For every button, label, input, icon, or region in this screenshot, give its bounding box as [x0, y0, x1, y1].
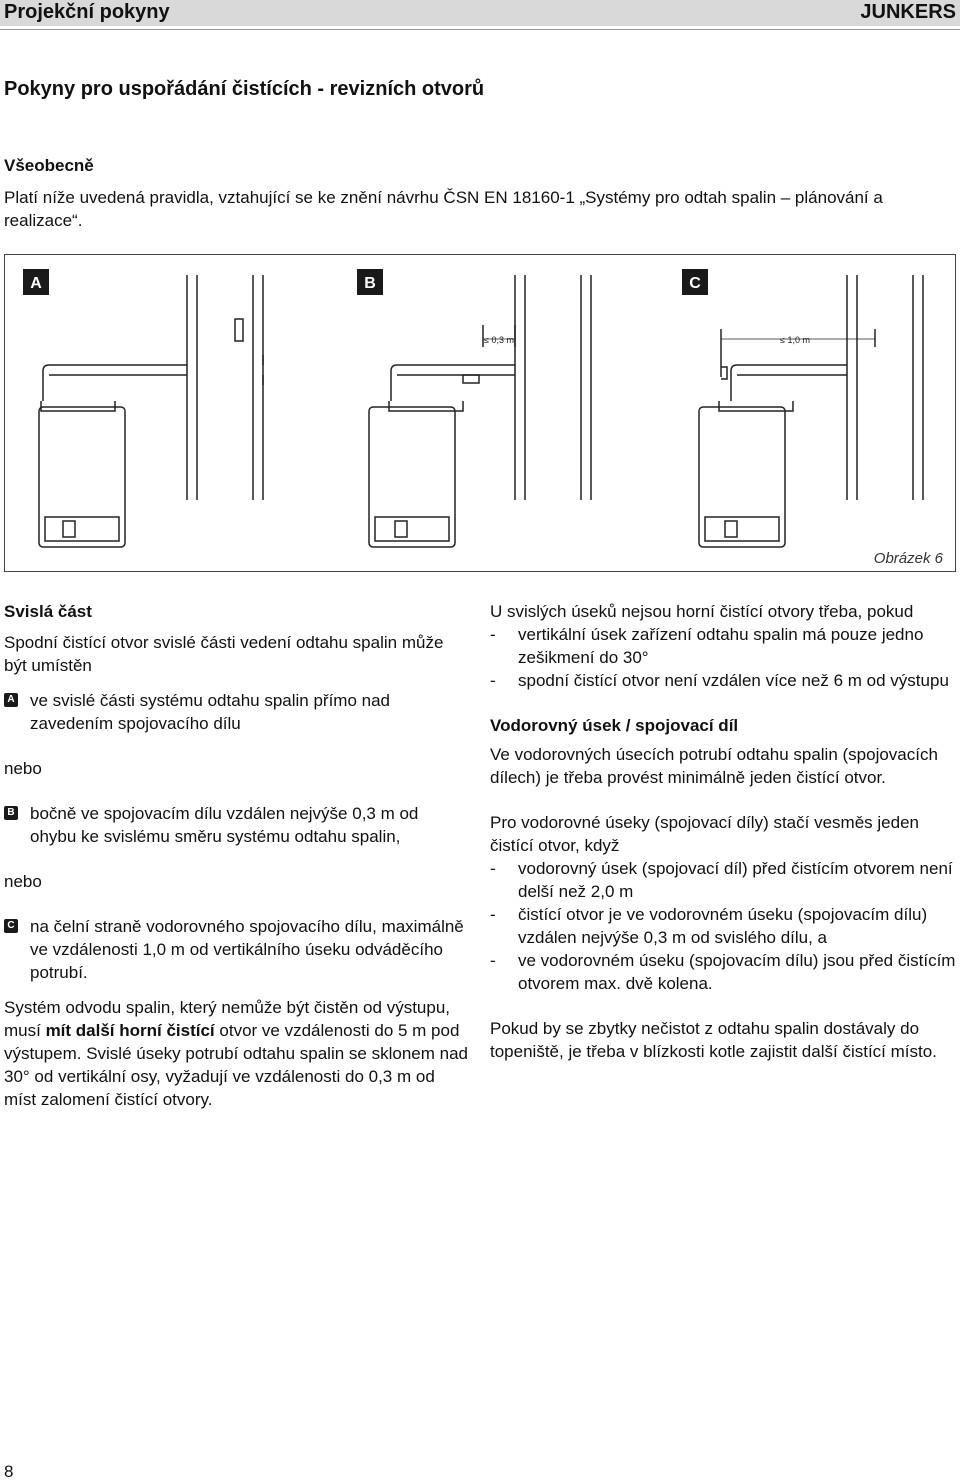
item-a [4, 689, 468, 735]
para-bold: mít další horní čistící [45, 1021, 215, 1040]
item-b [4, 802, 468, 848]
figure-caption: Obrázek 6 [873, 550, 943, 567]
bullet-1-2: - spodní čistící otvor není vzdálen více než 6 m od výstupu [490, 671, 949, 690]
label-a: A [30, 275, 42, 292]
dim-b: ≤ 0,3 m [484, 335, 514, 345]
right-column [490, 600, 956, 1063]
or-1: nebo [4, 759, 42, 778]
para-post: otvor ve vzdálenosti do 5 m pod výstupem. Svislé úseky potrubí odtahu spalin se sklonem nad 30° od vertikální osy, vyžadují ve vzdálenosti do 0,3 m od míst zalomení čistící otvory. [4, 1021, 468, 1109]
bullet-1-1: - vertikální úsek zařízení odtahu spalin má pouze jedno zešikmení do 30° [490, 625, 924, 667]
label-c: C [689, 275, 701, 292]
section-heading-vertical: Svislá část [4, 602, 92, 621]
right-intro: U svislých úseků nejsou horní čistící otvory třeba, pokud [490, 602, 914, 621]
item-c [4, 915, 468, 984]
or-2: nebo [4, 872, 42, 891]
general-heading: Všeobecně [4, 156, 94, 175]
horizontal-p3: Pokud by se zbytky nečistot z odtahu spalin dostávaly do topeniště, je třeba v blízkosti kotle zajistit další čistící místo. [490, 1019, 937, 1061]
item-b-text: bočně ve spojovacím dílu vzdálen nejvýše 0,3 m od ohybu ke svislému směru systému odtahu spalin, [30, 804, 419, 846]
section-title: Projekční pokyny [4, 1, 170, 23]
flue-diagram [5, 255, 955, 571]
section-heading-horizontal: Vodorovný úsek / spojovací díl [490, 716, 739, 735]
badge-a: A [4, 693, 18, 707]
horizontal-p1: Ve vodorovných úsecích potrubí odtahu spalin (spojovacích dílech) je třeba provést minimálně jeden čistící otvor. [490, 745, 938, 787]
panel-b [369, 275, 591, 547]
item-c-text: na čelní straně vodorovného spojovacího dílu, maximálně ve vzdálenosti 1,0 m od vertikálního úseku odváděcího potrubí. [30, 917, 464, 982]
badge-c: C [4, 919, 18, 933]
page-header [0, 0, 960, 26]
horizontal-p2: Pro vodorovné úseky (spojovací díly) stačí vesměs jeden čistící otvor, když [490, 813, 919, 855]
para-pre: Systém odvodu spalin, který nemůže být čistěn od výstupu, musí [4, 998, 451, 1040]
page-title: Pokyny pro uspořádání čistících - revizních otvorů [4, 78, 485, 100]
bullet-2-1: - vodorovný úsek (spojovací díl) před čistícím otvorem není delší než 2,0 m [490, 859, 953, 901]
dim-c: ≤ 1,0 m [780, 335, 810, 345]
brand-logo: JUNKERS [860, 1, 956, 23]
header-divider [0, 29, 960, 30]
upper-cleaning-paragraph [4, 996, 468, 1111]
left-column [4, 600, 468, 1111]
label-b: B [364, 275, 376, 292]
vertical-intro: Spodní čistící otvor svislé části vedení odtahu spalin může být umístěn [4, 633, 444, 675]
bullet-2-2: - čistící otvor je ve vodorovném úseku (spojovacím dílu) vzdálen nejvýše 0,3 m od svislého dílu, a [490, 905, 928, 947]
panel-a [39, 275, 263, 547]
general-text: Platí níže uvedená pravidla, vztahující se ke znění návrhu ČSN EN 18160-1 „Systémy pro odtah spalin – plánování a realizace“. [4, 188, 883, 230]
figure-6 [4, 254, 956, 572]
bullet-2-3: - ve vodorovném úseku (spojovacím dílu) jsou před čistícím otvorem max. dvě kolena. [490, 951, 956, 993]
page-number: 8 [4, 1462, 14, 1481]
item-a-text: ve svislé části systému odtahu spalin přímo nad zavedením spojovacího dílu [30, 691, 391, 733]
panel-c [699, 275, 923, 547]
badge-b: B [4, 806, 18, 820]
